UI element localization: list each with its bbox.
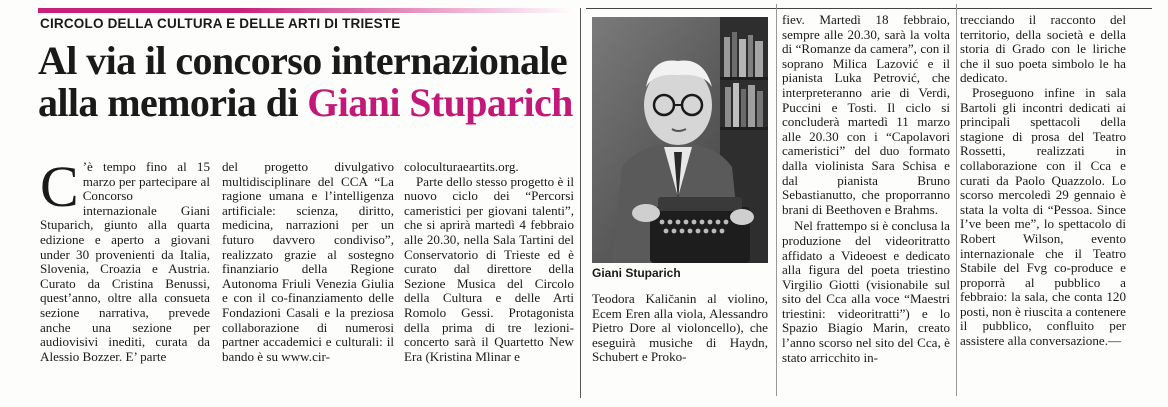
article-column-6 xyxy=(960,13,1126,349)
article-column-3 xyxy=(404,160,574,364)
drop-cap: C xyxy=(40,154,79,219)
article-paragraph: del progetto divulgativo multidisciplinare del CCA “La ragione umana e l’intelligenza artificiale: scienza, diritto, medicina, narrazioni per un futuro davvero condiviso”, realizzato grazie al sostegno finanziario della Regione Autonoma Friuli Venezia Giulia e con il co-finanziamento delle Fondazioni Casali e la preziosa collaborazione di numerosi partner accademici e culturali: il bando è su www.cir- xyxy=(222,159,394,364)
article-paragraph: trecciando il racconto del territorio, della società e della storia di Grado con le liriche che il suo poeta simbolo le ha dedicato. xyxy=(960,12,1126,86)
headline xyxy=(38,40,578,124)
headline-line-2-prefix: alla memoria di xyxy=(38,80,308,125)
photo-top-rule xyxy=(586,8,1152,9)
column-divider xyxy=(956,4,957,396)
article-paragraph: Teodora Kaličanin al violino, Ecem Eren alla viola, Alessandro Pietro Dore al violoncello), che eseguirà musiche di Haydn, Schubert e Proko- xyxy=(592,291,768,365)
article-paragraph: Nel frattempo si è conclusa la produzione del videoritratto affidato a Videoest e dedicato alla figura del poeta triestino Virgilio Giotti (visionabile sul sito del Cca alla voce “Maestri triestini: videoritratti”) e lo Spazio Biagio Marin, creato l’anno scorso nel sito del Cca, è stato arricchito in- xyxy=(782,218,950,365)
article-column-1 xyxy=(40,154,210,364)
article-paragraph: Proseguono infine in sala Bartoli gli incontri dedicati ai principali spettacoli della stagione di prosa del Teatro Rossetti, realizzati in collaborazione con il Cca e curati da Paolo Quazzolo. Lo scorso mercoledì 29 gennaio è stata la volta di “Pessoa. Since I’ve been me”, lo spettacolo di Robert Wilson, evento internazionale che il Teatro Stabile del Fvg co-produce e proporrà al pubblico a febbraio: la sala, che conta 120 posti, non è riuscita a contenere il pubblico, confluito per assistere alla conversazione.— xyxy=(960,84,1126,349)
section-label: CIRCOLO DELLA CULTURA E DELLE ARTI DI TRIESTE xyxy=(40,16,401,31)
column-divider xyxy=(776,4,777,396)
photo-caption: Giani Stuparich xyxy=(592,266,681,280)
section-top-rule xyxy=(38,8,576,13)
portrait-illustration xyxy=(592,17,768,263)
article-paragraph: Parte dello stesso progetto è il nuovo ciclo dei “Percorsi cameristici per giovani talenti”, che si aprirà martedì 4 febbraio alle 20.30, nella Sala Tartini del Conservatorio di Trieste ed è curato dal direttore della Sezione Musica del Circolo della Cultura e delle Arti Romolo Gessi. Protagonista della prima di tre lezioni-concerto sarà il Quartetto New Era (Kristina Mlinar e xyxy=(404,173,574,364)
portrait-photo xyxy=(592,17,768,263)
article-column-4 xyxy=(592,292,768,365)
article-paragraph: fiev. Martedì 18 febbraio, sempre alle 20.30, sarà la volta di “Romanze da camera”, con il soprano Milica Lazović e il pianista Luka Petrović, che interpreteranno arie di Verdi, Puccini e Tosti. Il ciclo si concluderà martedì 11 marzo alle 20.30 con i “Capolavori cameristici” del duo formato dalla violinista Sara Schisa e dal pianista Bruno Sebastianutto, che proporranno brani di Beethoven e Brahms. xyxy=(782,12,950,217)
headline-line-1: Al via il concorso internazionale xyxy=(38,38,568,83)
article-text: ’è tempo fino al 15 marzo per partecipare al Concorso internazionale Giani Stuparich, giunto alla quarta edizione e aperto a giovani under 30 provenienti da Italia, Slovenia, Croazia e Austria. Curato da Cristina Benussi, quest’anno, oltre alla consueta sezione narrativa, prevede anche una sezione per audiovisivi inediti, curata da Alessio Bozzer. E’ parte xyxy=(40,159,210,364)
headline-accent-name: Giani Stuparich xyxy=(307,80,573,125)
article-column-5 xyxy=(782,13,950,365)
article-paragraph: coloculturaeartits.org. xyxy=(404,159,519,174)
article-paragraph xyxy=(40,154,210,364)
column-divider-main xyxy=(580,8,581,398)
article-column-2 xyxy=(222,160,394,364)
